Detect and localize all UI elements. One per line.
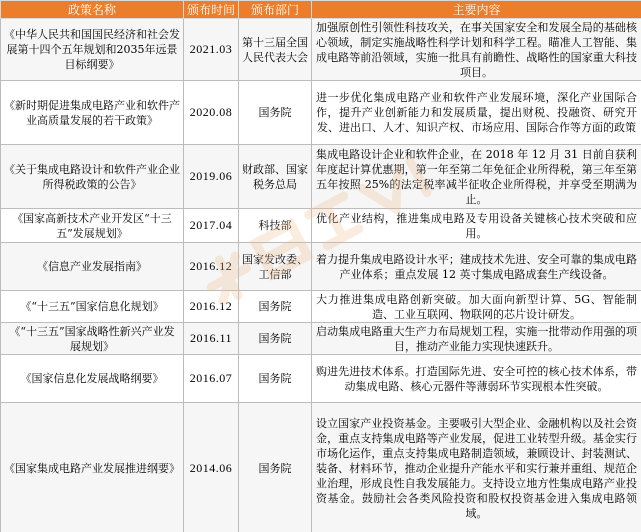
policy-name-cell: 《国家高新技术产业开发区“十三五”发展规划》 [1,209,184,243]
issuing-dept-cell: 国务院 [239,355,312,403]
issuing-dept-cell: 国务院 [239,291,312,323]
policy-name-cell: 《“十三五”国家战略性新兴产业发展规划》 [1,323,184,355]
main-content-cell: 大力推进集成电路创新突破。加大面向新型计算、5G、智能制造、工业互联网、物联网的芯片设计研发。 [312,291,641,323]
header-policy-name: 政策名称 [1,1,184,19]
policy-name-cell: 《关于集成电路设计和软件产业企业所得税政策的公告》 [1,145,184,209]
issue-date-cell: 2021.03 [184,19,239,81]
main-content-cell: 着力提升集成电路设计水平；建成技术先进、安全可靠的集成电路产业体系；重点发展 12 英寸集成电路成套生产线设备。 [312,243,641,291]
issue-date-cell: 2017.04 [184,209,239,243]
table-row [1,403,641,532]
policy-name-cell: 《信息产业发展指南》 [1,243,184,291]
main-content-cell: 集成电路设计企业和软件企业，在 2018 年 12 月 31 日前自获利年度起计算优惠期，第一年至第二年免征企业所得税，第三年至第五年按照 25%的法定税率减半征收企业所得税，并享受至期满为止。 [312,145,641,209]
issuing-dept-cell: 科技部 [239,209,312,243]
header-issuing-dept: 颁布部门 [239,1,312,19]
issuing-dept-cell: 财政部、国家税务总局 [239,145,312,209]
issue-date-cell: 2014.06 [184,403,239,532]
table-row [1,323,641,355]
table-row [1,19,641,81]
issue-date-cell: 2020.08 [184,81,239,145]
table-row [1,355,641,403]
issue-date-cell: 2016.12 [184,291,239,323]
header-main-content: 主要内容 [312,1,641,19]
policy-name-cell: 《“十三五”国家信息化规划》 [1,291,184,323]
table-row [1,209,641,243]
issue-date-cell: 2016.07 [184,355,239,403]
issue-date-cell: 2019.06 [184,145,239,209]
policy-name-cell: 《新时期促进集成电路产业和软件产业高质量发展的若干政策》 [1,81,184,145]
main-content-cell: 启动集成电路重大生产力布局规划工程，实施一批带动作用强的项目，推动产业能力实现快速跃升。 [312,323,641,355]
table-row [1,81,641,145]
main-content-cell: 进一步优化集成电路产业和软件产业发展环境，深化产业国际合作，提升产业创新能力和发展质量，提出财税、投融资、研究开发、进出口、人才、知识产权、市场应用、国际合作等方面的政策 [312,81,641,145]
main-content-cell: 购进先进技术体系。打造国际先进、安全可控的核心技术体系，带动集成电路、核心元器件等薄弱环节实现根本性突破。 [312,355,641,403]
issuing-dept-cell: 国家发改委、工信部 [239,243,312,291]
header-issue-date: 颁布时间 [184,1,239,19]
issuing-dept-cell: 国务院 [239,403,312,532]
table-row [1,243,641,291]
issue-date-cell: 2016.11 [184,323,239,355]
policy-name-cell: 《国家信息化发展战略纲要》 [1,355,184,403]
policy-name-cell: 《中华人民共和国国民经济和社会发展第十四个五年规划和2035年远景目标纲要》 [1,19,184,81]
issuing-dept-cell: 国务院 [239,81,312,145]
issuing-dept-cell: 第十三届全国人民代表大会 [239,19,312,81]
main-content-cell: 设立国家产业投资基金。主要吸引大型企业、金融机构以及社会资金，重点支持集成电路等产业发展，促进工业转型升级。基金实行市场化运作，重点支持集成电路制造领域，兼顾设计、封装测试、装备、材料环节，推动企业提升产能水平和实行兼并重组、规范企业治理，形成良性自我发展能力。支持设立地方性集成电路产业投资基金。鼓励社会各类风险投资和股权投资基金进入集成电路领域。 [312,403,641,532]
policy-name-cell: 《国家集成电路产业发展推进纲要》 [1,403,184,532]
main-content-cell: 加强原创性引领性科技攻关，在事关国家安全和发展全局的基础核心领域，制定实施战略性科学计划和科学工程。瞄准人工智能、集成电路等前沿领域，实施一批具有前瞻性、战略性的国家重大科技项目。 [312,19,641,81]
issuing-dept-cell: 国务院 [239,323,312,355]
main-content-cell: 优化产业结构，推进集成电路及专用设备关键核心技术突破和应用。 [312,209,641,243]
table-header-row [1,1,641,19]
issue-date-cell: 2016.12 [184,243,239,291]
table-row [1,291,641,323]
table-row [1,145,641,209]
